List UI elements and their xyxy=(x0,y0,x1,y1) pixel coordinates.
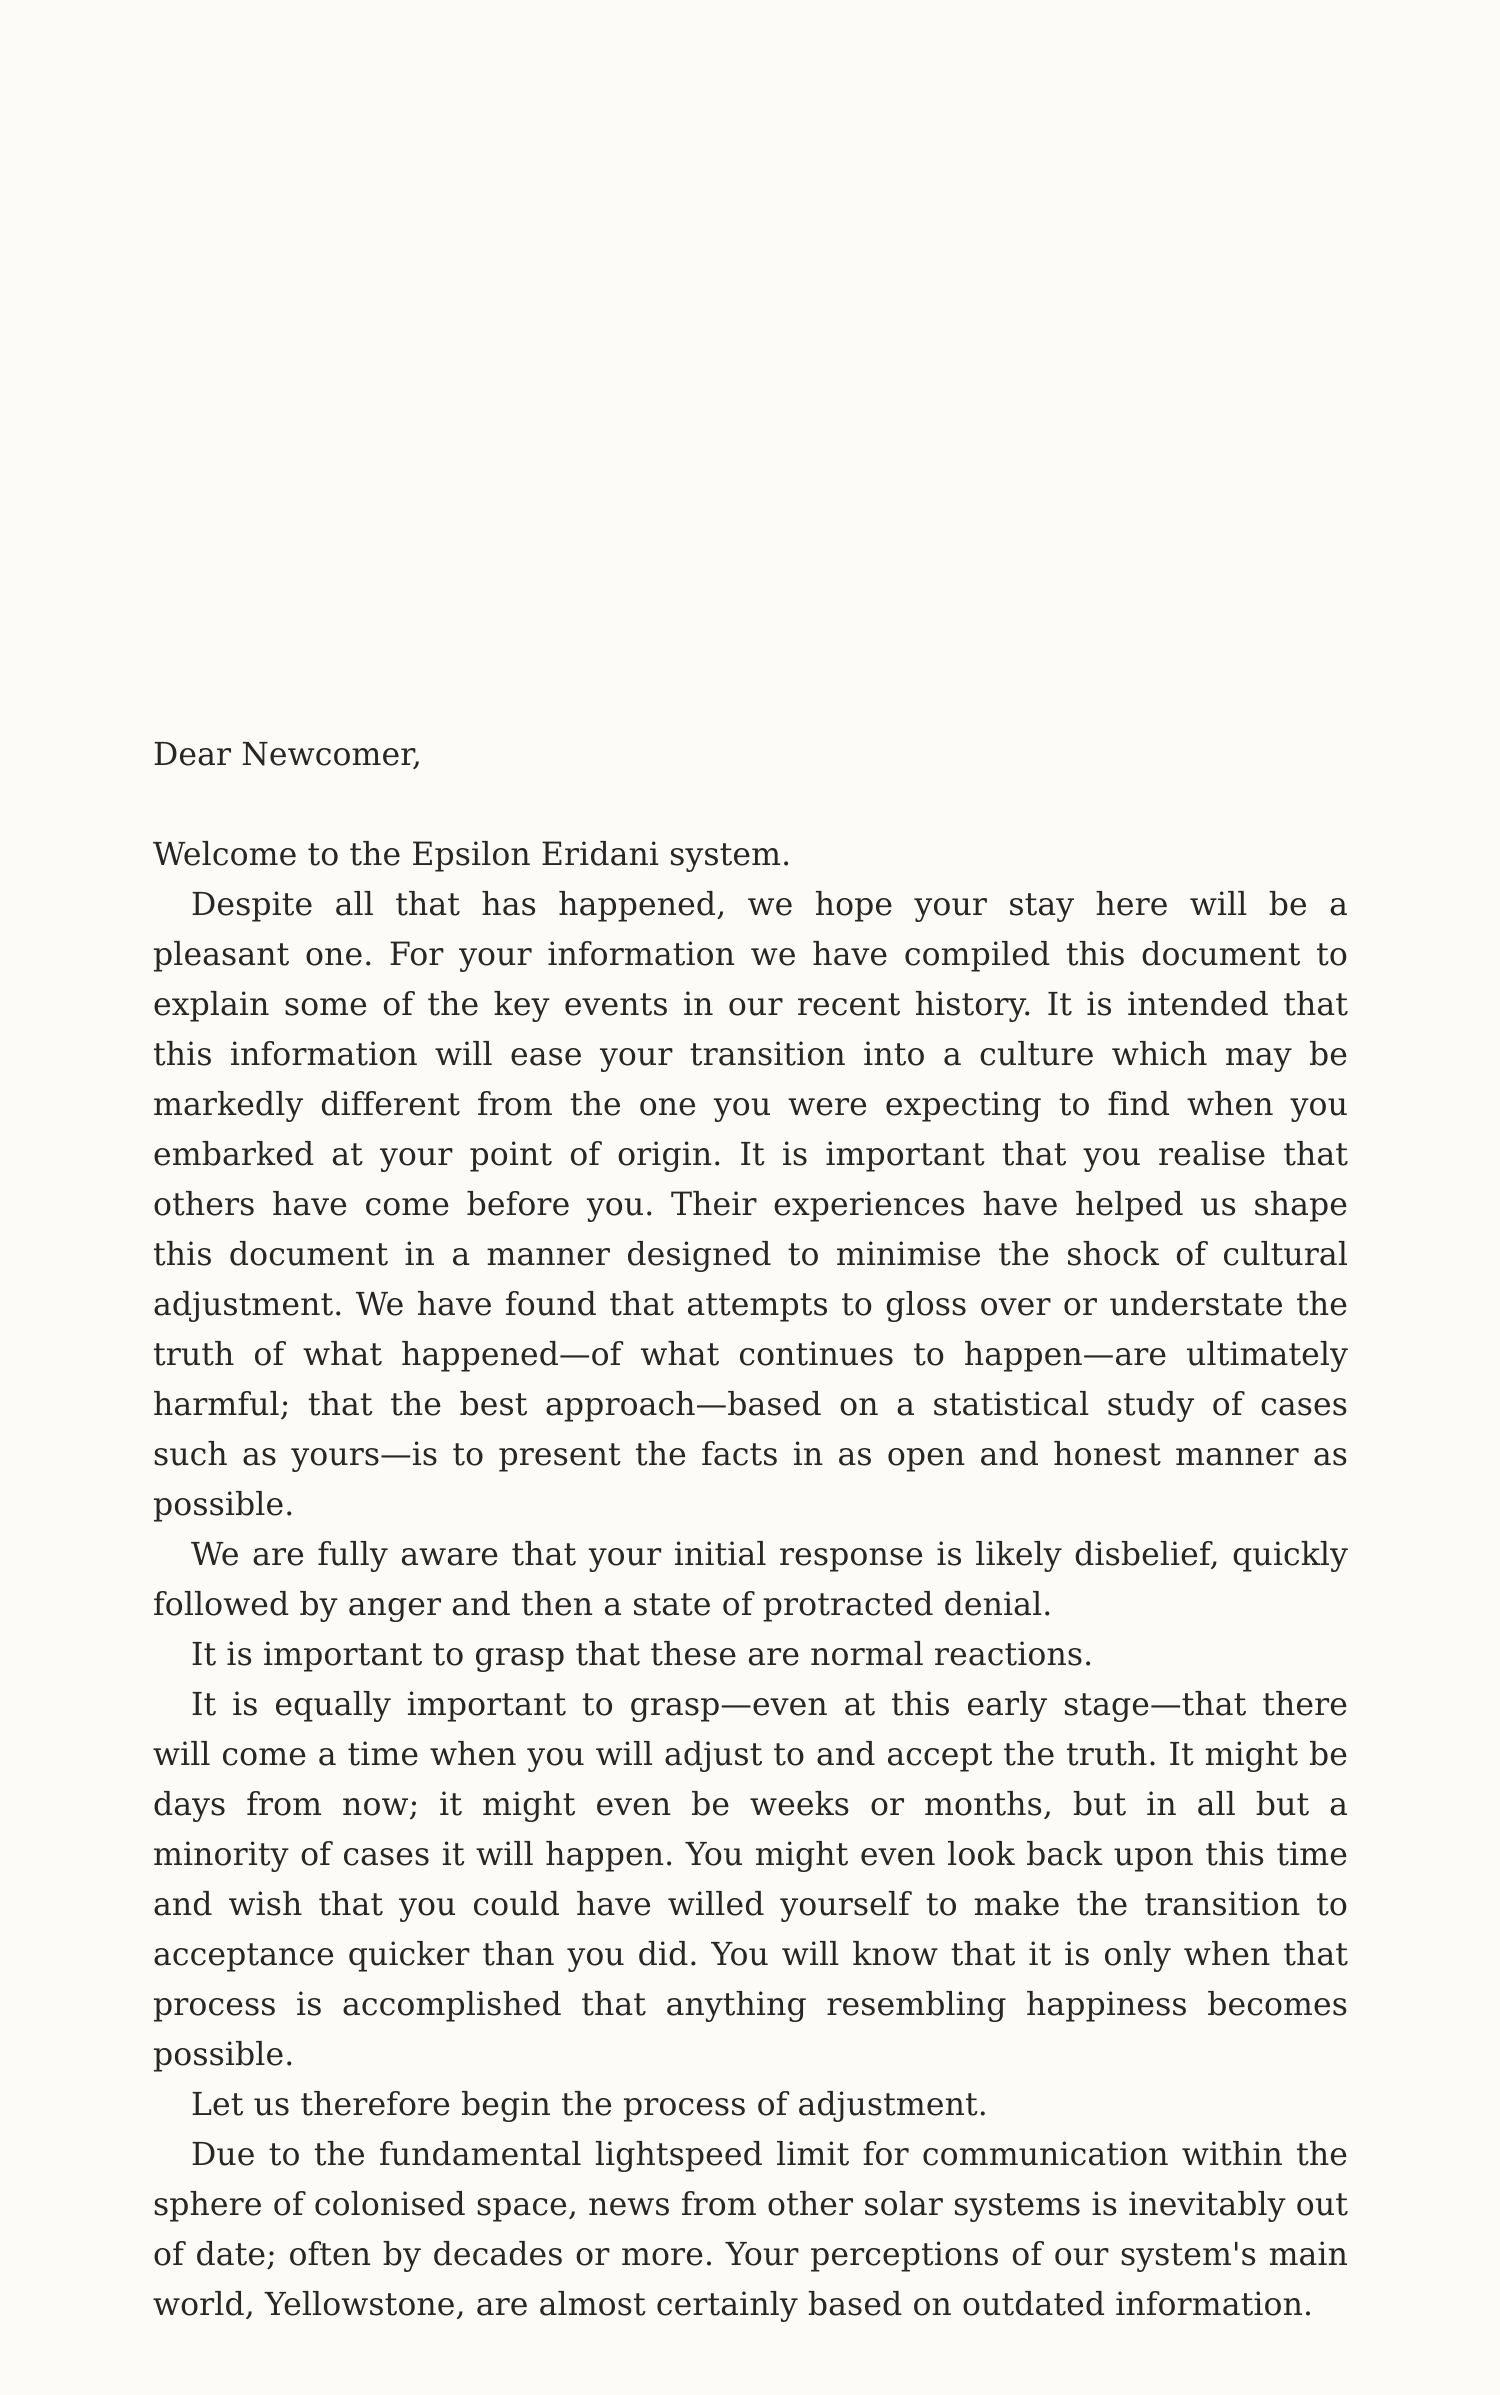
paragraph-normal-reactions: It is important to grasp that these are normal reactions. xyxy=(191,1637,1094,1673)
letter-body xyxy=(153,730,1348,2330)
paragraph-begin-adjustment: Let us therefore begin the process of adjustment. xyxy=(191,2087,988,2123)
salutation: Dear Newcomer, xyxy=(153,737,423,773)
paragraph-intro: Despite all that has happened, we hope your stay here will be a pleasant one. For your information we have compiled this document to explain some of the key events in our recent history. It is intended that this information will ease your transition into a culture which may be markedly different from the one you were expecting to find when you embarked at your point of origin. It is important that you realise that others have come before you. Their experiences have helped us shape this document in a manner designed to minimise the shock of cultural adjustment. We have found that attempts to gloss over or understate the truth of what happened—of what continues to happen—are ultimately harmful; that the best approach—based on a statistical study of cases such as yours—is to present the facts in as open and honest manner as possible. xyxy=(153,887,1348,1523)
paragraph-welcome: Welcome to the Epsilon Eridani system. xyxy=(153,837,792,873)
paragraph-response: We are fully aware that your initial response is likely disbelief, quickly followed by anger and then a state of protracted denial. xyxy=(153,1537,1348,1623)
paragraph-acceptance: It is equally important to grasp—even at this early stage—that there will come a time when you will adjust to and accept the truth. It might be days from now; it might even be weeks or months, but in all but a minority of cases it will happen. You might even look back upon this time and wish that you could have willed yourself to make the transition to acceptance quicker than you did. You will know that it is only when that process is accomplished that anything resembling happiness becomes possible. xyxy=(153,1687,1348,2073)
paragraph-lightspeed: Due to the fundamental lightspeed limit for communication within the sphere of colonised space, news from other solar systems is inevitably out of date; often by decades or more. Your perceptions of our system's main world, Yellowstone, are almost certainly based on outdated information. xyxy=(153,2137,1348,2323)
